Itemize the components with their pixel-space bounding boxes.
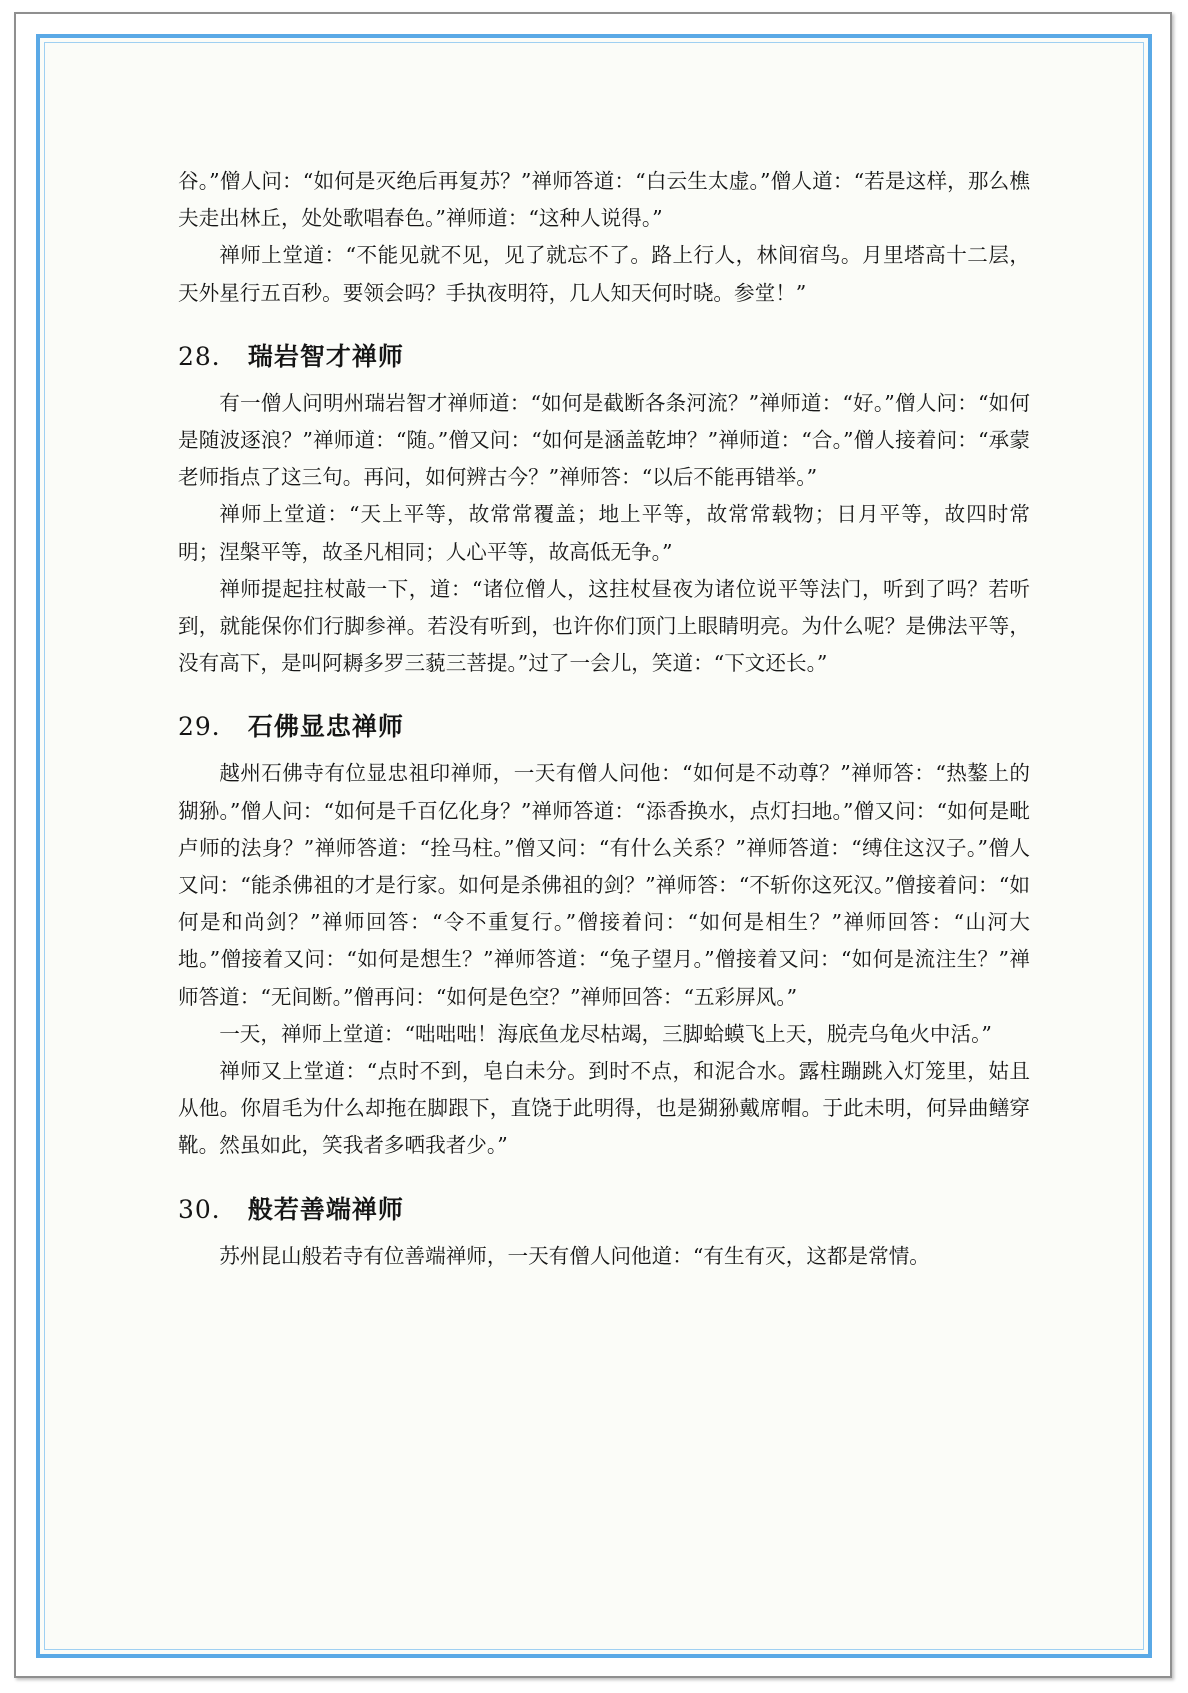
paragraph: 谷。”僧人问：“如何是灭绝后再复苏？”禅师答道：“白云生太虚。”僧人道：“若是这样，那么樵夫走出林丘，处处歌唱春色。”禅师道：“这种人说得。”	[178, 169, 1030, 231]
section-heading	[178, 709, 1030, 745]
paragraph: 禅师上堂道：“天上平等，故常常覆盖；地上平等，故常常载物；日月平等，故四时常明；涅槃平等，故圣凡相同；人心平等，故高低无争。”	[178, 502, 1030, 564]
intro-block	[178, 163, 1030, 312]
section-number: 28．	[178, 341, 238, 371]
section-number: 30．	[178, 1194, 238, 1224]
paragraph: 禅师又上堂道：“点时不到，皂白未分。到时不点，和泥合水。露柱蹦跳入灯笼里，姑且从他。你眉毛为什么却拖在脚跟下，直饶于此明得，也是猢狲戴席帽。于此未明，何异曲鳝穿靴。然虽如此，笑我者多哂我者少。”	[178, 1059, 1030, 1158]
section-title: 瑞岩智才禅师	[247, 341, 404, 371]
paragraph: 一天，禅师上堂道：“咄咄咄！海底鱼龙尽枯竭，三脚蛤蟆飞上天，脱壳乌龟火中活。”	[219, 1021, 992, 1046]
section-heading	[178, 1192, 1030, 1228]
paragraph: 有一僧人问明州瑞岩智才禅师道：“如何是截断各条河流？”禅师道：“好。”僧人问：“如何是随波逐浪？”禅师道：“随。”僧又问：“如何是涵盖乾坤？”禅师道：“合。”僧人接着问：“承蒙老师指点了这三句。再问，如何辨古今？”禅师答：“以后不能再错举。”	[178, 390, 1030, 490]
paragraph: 苏州昆山般若寺有位善端禅师，一天有僧人问他道：“有生有灭，这都是常情。	[219, 1243, 930, 1268]
section-title: 般若善端禅师	[247, 1194, 404, 1224]
paragraph: 越州石佛寺有位显忠祖印禅师，一天有僧人问他：“如何是不动尊？”禅师答：“热鏊上的猢狲。”僧人问：“如何是千百亿化身？”禅师答道：“添香换水，点灯扫地。”僧又问：“如何是毗卢师的法身？”禅师答道：“拴马柱。”僧又问：“有什么关系？”禅师答道：“缚住这汉子。”僧人又问：“能杀佛祖的才是行家。如何是杀佛祖的剑？”禅师答：“不斩你这死汉。”僧接着问：“如何是和尚剑？”禅师回答：“令不重复行。”僧接着问：“如何是相生？”禅师回答：“山河大地。”僧接着又问：“如何是想生？”禅师答道：“兔子望月。”僧接着又问：“如何是流注生？”禅师答道：“无间断。”僧再问：“如何是色空？”禅师回答：“五彩屏风。”	[178, 761, 1030, 1009]
paragraph: 禅师上堂道：“不能见就不见，见了就忘不了。路上行人，林间宿鸟。月里塔高十二层，天外星行五百秒。要领会吗？手执夜明符，几人知天何时晓。参堂！”	[178, 243, 1030, 305]
section-28	[178, 339, 1030, 683]
section-title: 石佛显忠禅师	[247, 712, 404, 742]
section-heading	[178, 339, 1030, 375]
section-30	[178, 1192, 1030, 1275]
section-29	[178, 709, 1030, 1164]
section-number: 29．	[178, 712, 238, 742]
page-content	[178, 163, 1030, 1275]
paragraph: 禅师提起拄杖敲一下，道：“诸位僧人，这拄杖昼夜为诸位说平等法门，听到了吗？若听到，就能保你们行脚参禅。若没有听到，也许你们顶门上眼睛明亮。为什么呢？是佛法平等，没有高下，是叫阿耨多罗三藐三菩提。”过了一会儿，笑道：“下文还长。”	[178, 576, 1030, 676]
